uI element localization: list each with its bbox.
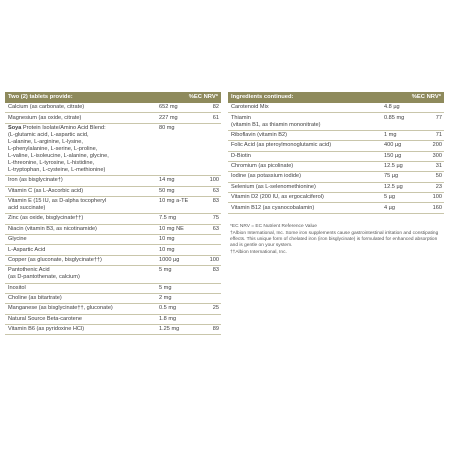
nutrient-name-text: Riboflavin (vitamin B2)	[231, 131, 287, 138]
nutrient-amount: 10 mg	[159, 246, 175, 253]
nutrient-nrv: 83	[212, 267, 219, 274]
nutrient-nrv: 100	[209, 256, 219, 263]
nutrient-nrv: 300	[432, 152, 442, 159]
nutrient-name	[8, 215, 159, 222]
nutrient-name-text: Carotenoid Mix	[231, 104, 269, 111]
nutrient-name	[8, 198, 159, 212]
nutrient-name	[231, 142, 384, 149]
table-row	[228, 131, 444, 141]
nutrient-nrv: 71	[435, 131, 442, 138]
nutrient-nrv: 50	[435, 173, 442, 180]
nutrient-nrv: 100	[432, 194, 442, 201]
nutrient-nrv: 63	[212, 225, 219, 232]
nutrient-amount: 5 µg	[384, 194, 395, 201]
nutrient-name	[8, 257, 159, 264]
nutrient-name-text: Natural Source Beta-carotene	[8, 315, 83, 322]
nutrient-name-text: Zinc (as oxide, bisglycinate††)	[8, 215, 84, 222]
nutrient-nrv: 200	[432, 142, 442, 149]
nutrient-nrv: 61	[212, 114, 219, 121]
nutrient-name	[8, 305, 159, 312]
nutrient-name-text: Pantothenic Acid (as D-pantothenate, calcium)	[8, 267, 80, 281]
table-row	[5, 245, 221, 255]
nutrient-name	[231, 115, 384, 129]
table-row	[228, 103, 444, 113]
table-header	[5, 92, 221, 103]
table-row	[228, 183, 444, 193]
nutrient-name-text: Iodine (as potassium iodide)	[231, 173, 301, 180]
nutrient-name-text: Chromium (as picolinate)	[231, 163, 294, 170]
nutrient-amount: 652 mg	[159, 104, 178, 111]
nutrient-name-text: Protein Isolate/Amino Acid Blend: (L-glutamic acid, L-aspartic acid, L-alanine, L-arginine, L-lysine, L-phenylalanine, L-serine, L-proline, L-valine, L-isoleucine, L-alanine, glycine, L-threonine, L-tyrosine, L-histidine, L-tryptophan, L-cysteine, L-methionine)	[8, 124, 109, 173]
nutrient-nrv: 31	[435, 163, 442, 170]
table-row	[228, 162, 444, 172]
nutrient-name-text: Vitamin B12 (as cyanocobalamin)	[231, 204, 315, 211]
nutrient-name-text: Selenium (as L-selenomethionine)	[231, 183, 316, 190]
nutrient-name	[8, 188, 159, 195]
nutrient-name-text: D-Biotin	[231, 152, 251, 159]
table-row	[5, 315, 221, 325]
nutrient-amount: 12.5 µg	[384, 163, 403, 170]
nutrient-name-text: Magnesium (as oxide, citrate)	[8, 114, 82, 121]
nutrient-nrv: 77	[435, 114, 442, 121]
nutrient-name	[231, 132, 384, 139]
table-row	[228, 113, 444, 130]
table-row	[5, 304, 221, 314]
nutrient-name-text: Iron (as bisglycinate†)	[8, 177, 63, 184]
nutrient-amount: 400 µg	[384, 142, 402, 149]
table-header-nrv: %EC NRV*	[188, 94, 218, 100]
nutrient-nrv: 160	[432, 204, 442, 211]
nutrient-nrv: 63	[212, 187, 219, 194]
nutrient-name	[8, 226, 159, 233]
nutrient-amount: 80 mg	[159, 124, 175, 131]
footnotes	[228, 224, 444, 256]
table-row	[228, 152, 444, 162]
table-row	[5, 103, 221, 113]
table-body	[5, 103, 221, 335]
table-row	[5, 266, 221, 283]
nutrient-name-text: Glycine	[8, 236, 27, 243]
nutrient-name-text: Inositol	[8, 284, 26, 291]
table-row	[5, 187, 221, 197]
table-row	[5, 225, 221, 235]
nutrient-name	[8, 285, 159, 292]
nutrient-name	[8, 295, 159, 302]
table-row	[5, 294, 221, 304]
nutrient-name-text: Folic Acid (as pteroylmonoglutamic acid)	[231, 142, 332, 149]
nutrient-nrv: 100	[209, 177, 219, 184]
nutrient-name-text: Vitamin D2 (200 IU, as ergocalciferol)	[231, 194, 324, 201]
nutrient-amount: 10 mg NE	[159, 225, 184, 232]
table-row	[5, 214, 221, 224]
nutrient-name	[231, 163, 384, 170]
nutrient-amount: 1000 µg	[159, 256, 180, 263]
nutrient-name-text: Choline (as bitartrate)	[8, 295, 62, 302]
nutrient-amount: 227 mg	[159, 114, 178, 121]
table-row	[5, 325, 221, 335]
nutrient-amount: 14 mg	[159, 177, 175, 184]
nutrient-amount: 2 mg	[159, 295, 172, 302]
table-header-nrv: %EC NRV*	[411, 94, 441, 100]
nutrient-name	[8, 177, 159, 184]
nutrient-amount: 10 mg a-TE	[159, 198, 189, 205]
table-header-title: Two (2) tablets provide:	[8, 94, 73, 100]
nutrient-nrv: 75	[212, 215, 219, 222]
table-header	[228, 92, 444, 103]
table-row	[5, 197, 221, 214]
nutrient-amount: 5 mg	[159, 284, 172, 291]
footnote: *EC NRV = EC Nutrient Reference Value	[230, 223, 317, 229]
nutrient-name	[8, 236, 159, 243]
nutrient-amount: 0.5 mg	[159, 305, 177, 312]
nutrient-name	[8, 115, 159, 122]
nutrient-amount: 1 mg	[384, 131, 397, 138]
nutrient-name	[231, 205, 384, 212]
nutrient-name	[231, 184, 384, 191]
nutrient-name-text: Thiamin (vitamin B1, as thiamin mononitrate)	[231, 114, 321, 128]
table-row	[5, 124, 221, 176]
nutrient-name-text: Vitamin E (15 IU, as D-alpha tocopheryl acid succinate)	[8, 198, 107, 212]
nutrient-nrv: 82	[212, 104, 219, 111]
nutrient-name	[8, 326, 159, 333]
nutrient-amount: 0.85 mg	[384, 114, 405, 121]
nutrient-name	[8, 104, 159, 111]
nutrient-nrv: 83	[212, 198, 219, 205]
nutrient-nrv: 89	[212, 326, 219, 333]
table-row	[5, 256, 221, 266]
table-row	[5, 235, 221, 245]
nutrient-name	[231, 104, 384, 111]
nutrient-nrv: 25	[212, 305, 219, 312]
supplement-facts-table-left	[5, 92, 221, 335]
nutrient-name-text: L-Aspartic Acid	[8, 246, 46, 253]
nutrient-amount: 1.25 mg	[159, 326, 180, 333]
table-row	[228, 203, 444, 213]
table-row	[5, 113, 221, 123]
nutrient-amount: 10 mg	[159, 236, 175, 243]
footnote: ††Albion International, Inc.	[230, 249, 287, 255]
nutrient-name	[231, 173, 384, 180]
table-row	[5, 176, 221, 186]
nutrient-name-text: Manganese (as bisglycinate††, gluconate)	[8, 305, 113, 312]
nutrient-name-text: Niacin (vitamin B3, as nicotinamide)	[8, 225, 97, 232]
supplement-facts-table-right	[228, 92, 444, 257]
nutrient-name-text: Vitamin B6 (as pyridoxine HCl)	[8, 326, 85, 333]
nutrient-name-text: Vitamin C (as L-Ascorbic acid)	[8, 187, 84, 194]
nutrient-name	[8, 125, 159, 174]
table-header-title: Ingredients continued:	[231, 94, 294, 100]
nutrient-amount: 4.8 µg	[384, 104, 400, 111]
nutrient-amount: 7.5 mg	[159, 215, 177, 222]
nutrient-amount: 50 mg	[159, 187, 175, 194]
table-row	[228, 172, 444, 182]
allergen-label: Soya	[8, 124, 22, 131]
table-row	[228, 141, 444, 151]
nutrient-amount: 4 µg	[384, 204, 395, 211]
table-row	[5, 284, 221, 294]
nutrient-name-text: Copper (as gluconate, bisglycinate††)	[8, 256, 102, 263]
nutrient-name	[231, 153, 384, 160]
nutrient-amount: 150 µg	[384, 152, 402, 159]
table-body	[228, 103, 444, 214]
footnote: †Albion International, Inc. Some iron supplements cause gastrointestinal irritation and constipating effects. This unique form of chelated iron (iron bisglycinate) is formulated for enhanced absorption and is gentle on your system.	[230, 230, 439, 248]
nutrient-amount: 12.5 µg	[384, 183, 403, 190]
nutrient-amount: 1.8 mg	[159, 315, 177, 322]
nutrient-amount: 75 µg	[384, 173, 399, 180]
nutrient-name	[8, 316, 159, 323]
nutrient-nrv: 23	[435, 183, 442, 190]
nutrient-name	[8, 247, 159, 254]
nutrient-name-text: Calcium (as carbonate, citrate)	[8, 104, 85, 111]
nutrient-name	[8, 267, 159, 281]
nutrient-amount: 5 mg	[159, 267, 172, 274]
table-row	[228, 193, 444, 203]
nutrient-name	[231, 194, 384, 201]
